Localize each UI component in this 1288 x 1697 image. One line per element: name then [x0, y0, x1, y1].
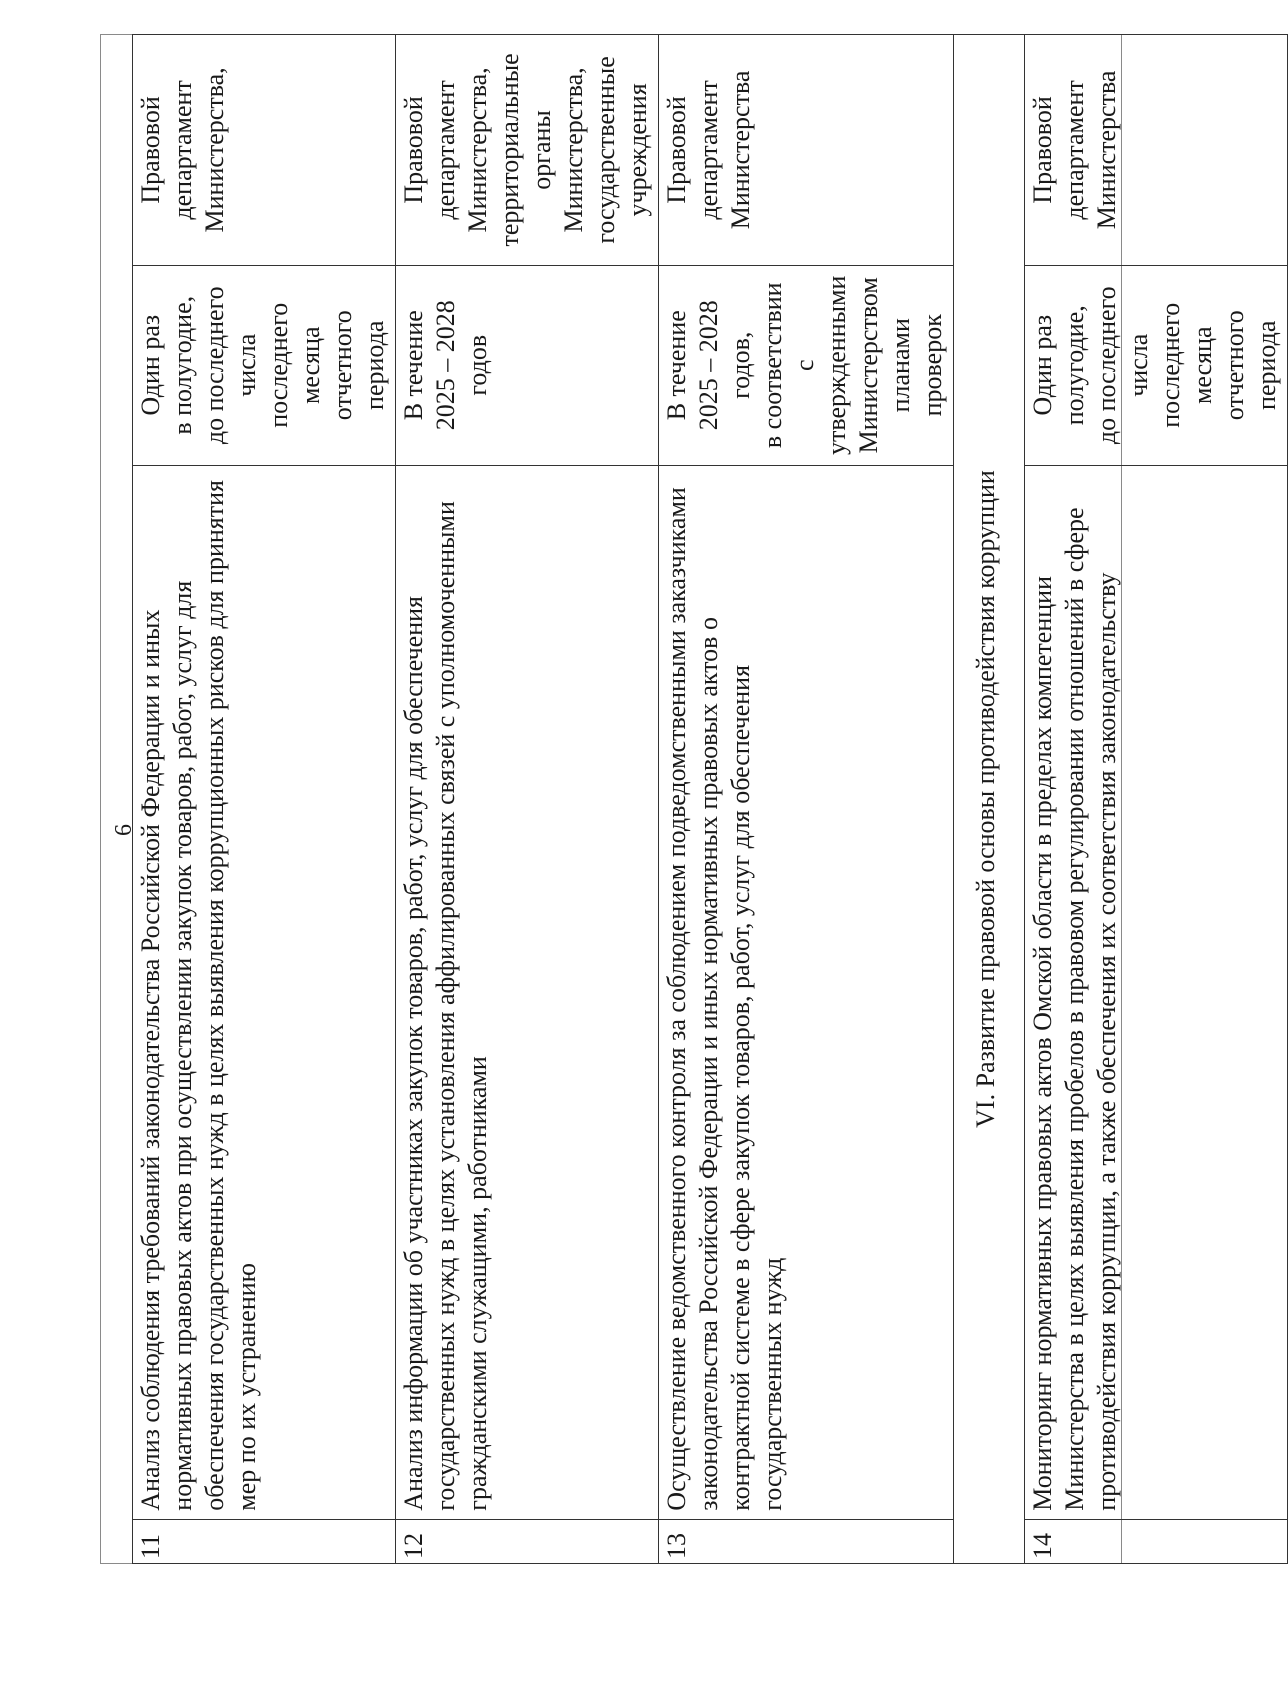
row-number: 13 [659, 1519, 954, 1563]
table-row-14 [1025, 35, 1288, 1564]
row-number: 12 [396, 1519, 659, 1563]
measures-table [132, 34, 1288, 1564]
table-row-12 [396, 35, 659, 1564]
measure-description: Анализ информации об участниках закупок товаров, работ, услуг для обеспечения государственных нужд в целях установления аффилированных связей с уполномоченными гражданскими служащими, работниками [396, 465, 659, 1519]
measure-term: Один раз полугодие, до последнего числа последнего месяца отчетного периода [1025, 265, 1288, 465]
section-heading: VI. Развитие правовой основы противодействия коррупции [954, 35, 1025, 1564]
measure-responsible: Правовой департамент Министерства, территориальные органы Министерства, государственные учреждения [396, 35, 659, 266]
measure-description: Анализ соблюдения требований законодательства Российской Федерации и иных нормативных правовых актов при осуществлении закупок товаров, работ, услуг для обеспечения государственных нужд в целях выявления коррупционных рисков для принятия мер по их устранению [133, 465, 396, 1519]
measure-responsible: Правовой департамент Министерства, [133, 35, 396, 266]
measure-term: В течение 2025 – 2028 годов, в соответствии с утвержденными Министерством планами проверок [659, 265, 954, 465]
measure-description: Мониторинг нормативных правовых актов Омской области в пределах компетенции Министерства в целях выявления пробелов в правовом регулировании отношений в сфере противодействия коррупции, а также обеспечения их соответствия законодательству [1025, 465, 1288, 1519]
measure-responsible: Правовой департамент Министерства [1025, 35, 1288, 266]
table-row-11 [133, 35, 396, 1564]
measure-term: В течение 2025 – 2028 годов [396, 265, 659, 465]
measure-description: Осуществление ведомственного контроля за соблюдением подведомственными заказчиками законодательства Российской Федерации и иных нормативных правовых актов о контрактной системе в сфере закупок товаров, работ, услуг для обеспечения государственных нужд [659, 465, 954, 1519]
row-number: 14 [1025, 1519, 1288, 1563]
measures-table-rotated [132, 34, 1281, 1564]
row-number: 11 [133, 1519, 396, 1563]
measure-responsible: Правовой департамент Министерства [659, 35, 954, 266]
page-number: 6 [111, 824, 137, 836]
table-row-13 [659, 35, 954, 1564]
measure-term: Один раз в полугодие, до последнего числа последнего месяца отчетного периода [133, 265, 396, 465]
section-heading-row [954, 35, 1025, 1564]
